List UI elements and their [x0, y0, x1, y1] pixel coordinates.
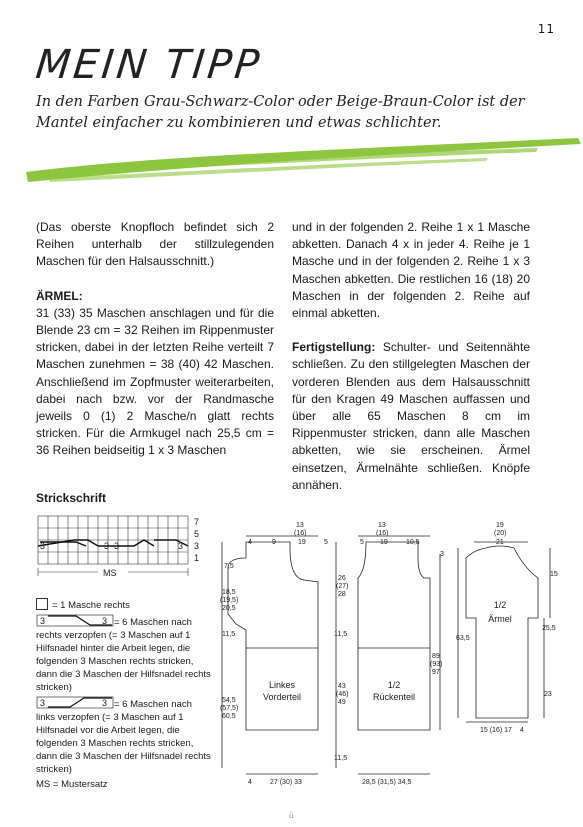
- cable-num-1: 3: [40, 541, 46, 551]
- row-label-5: 5: [194, 529, 200, 539]
- row-label-7: 7: [194, 517, 200, 527]
- legend-text-cable-right-a: = 6 Maschen nach: [114, 617, 192, 628]
- paragraph-aermel-cont: und in der folgenden 2. Reihe 1 x 1 Masche abketten. Danach 4 x in jeder 4. Reihe je 1 Masche und in der folgenden 2. Reihe 1 x 3 Maschen abketten. Die restlichen 16 (18) 20 Maschen in der folgenden 2. Reihe auf einmal abketten.: [292, 220, 530, 321]
- dim-front-top-1: 13: [296, 522, 304, 529]
- schematic-front-back: [218, 518, 450, 796]
- dim-back-top-3: 19: [380, 539, 388, 546]
- dim-back-top-1: 13: [378, 522, 386, 529]
- dim-28: 28: [338, 591, 346, 598]
- text-column-left: [36, 219, 274, 477]
- page-title: MEIN TIPP: [33, 42, 265, 88]
- dim-27: (27): [336, 583, 349, 590]
- cable-right-icon: [36, 614, 114, 628]
- dim-front-4: 4: [248, 539, 252, 546]
- back-label-1: 1/2: [387, 680, 401, 690]
- page-number: 11: [537, 22, 555, 36]
- dim-115-bottom: 11,5: [334, 755, 348, 762]
- dim-185: 18,5: [222, 589, 236, 596]
- dim-sleeve-bottom: 15 (16) 17: [480, 727, 512, 734]
- sleeve-label-1: 1/2: [493, 600, 507, 610]
- dim-575: (57,5): [220, 705, 239, 712]
- dim-195: (19,5): [220, 597, 239, 604]
- schematic-sleeve: [452, 518, 562, 740]
- dim-sleeve-255: 25,5: [542, 625, 556, 632]
- paragraph-aermel: 31 (33) 35 Maschen anschlagen und für die Blende 23 cm = 32 Reihen im Rippenmuster stricken, dabei in der letzten Reihe verteilt 7 Maschen zunehmen = 38 (40) 42 Maschen. Anschließend im Zopfmuster weiterarbeiten, dabei nach bzw. vor der Randmasche jeweils 0 (1) 2 Masche/n glatt rechts stricken. Für die Armkugel nach 25,5 cm = 36 Reihen beidseitig 1 x 3 Maschen: [36, 305, 274, 458]
- dim-605: 60,5: [222, 713, 236, 720]
- knit-stitch-icon: [36, 598, 48, 610]
- dim-93: (93): [430, 661, 443, 668]
- dim-back-105: 10,5: [406, 539, 420, 546]
- dim-115-mid: 11,5: [334, 631, 348, 638]
- dim-49: 49: [338, 699, 346, 706]
- dim-sleeve-23: 23: [544, 691, 552, 698]
- front-label-1: Linkes: [268, 680, 296, 690]
- dim-545: 54,5: [222, 697, 236, 704]
- legend-text-cable-left-b: links verzopfen (= 3 Maschen auf 1 Hilfsnadel vor die Arbeit legen, die folgenden 3 Maschen rechts stricken, dann die 3 Maschen der Hilfsnadel rechts stricken): [36, 712, 211, 775]
- row-label-3: 3: [194, 541, 200, 551]
- dim-front-5: 5: [324, 539, 328, 546]
- dim-sleeve-19: 19: [496, 522, 504, 529]
- text-column-right: [292, 219, 530, 511]
- dim-43: 43: [338, 683, 346, 690]
- dim-bottom-back: 28,5 (31,5) 34,5: [362, 779, 412, 786]
- chart-legend: [36, 598, 216, 791]
- dim-bottom-4: 4: [248, 779, 252, 786]
- cable-num-4: 3: [178, 541, 184, 551]
- front-label-2: Vorderteil: [262, 692, 302, 702]
- knitting-chart: [36, 512, 216, 584]
- heading-fertigstellung: Fertigstellung:: [292, 340, 376, 355]
- paragraph-buttonhole-note: (Das oberste Knopfloch befindet sich 2 Reihen unterhalb der stillzulegenden Maschen für den Halsausschnitt.): [36, 220, 274, 269]
- green-brush-stroke: [18, 128, 583, 192]
- svg-text:3: 3: [40, 616, 46, 626]
- dim-115-left: 11,5: [222, 631, 236, 638]
- dim-sleeve-4: 4: [520, 727, 524, 734]
- dim-205: 20,5: [222, 605, 236, 612]
- dim-back-top-2: (16): [376, 530, 389, 537]
- cable-num-2: 3: [104, 541, 110, 551]
- heading-aermel: ÄRMEL:: [36, 288, 83, 303]
- legend-text-knit: = 1 Masche rechts: [52, 600, 130, 611]
- cable-num-3: 3: [114, 541, 120, 551]
- dim-back-5: 5: [360, 539, 364, 546]
- dim-front-top-2: (16): [294, 530, 307, 537]
- dim-75: 7,5: [224, 563, 234, 570]
- back-label-2: Rückenteil: [372, 692, 416, 702]
- dim-97: 97: [432, 669, 440, 676]
- paragraph-fertigstellung: [292, 339, 530, 494]
- legend-text-ms: MS = Mustersatz: [36, 779, 108, 790]
- legend-item-cable-left: [36, 696, 216, 776]
- svg-text:3: 3: [102, 616, 108, 626]
- page-subtitle: In den Farben Grau-Schwarz-Color oder Beige-Braun-Color ist der Mantel einfacher zu kombinieren und etwas schlichter.: [36, 94, 525, 131]
- dim-bottom-front: 27 (30) 33: [270, 779, 302, 786]
- footer-mark: ü: [289, 811, 294, 820]
- dim-89: 89: [432, 653, 440, 660]
- dim-sleeve-20: (20): [494, 530, 507, 537]
- legend-item-knit: [36, 598, 216, 612]
- sleeve-outline: [466, 546, 538, 718]
- dim-front-top-3: 19: [298, 539, 306, 546]
- dim-back-3: 3: [440, 551, 444, 558]
- cable-left-icon: [36, 696, 114, 710]
- dim-front-9: 9: [272, 539, 276, 546]
- dim-sleeve-635: 63,5: [456, 635, 470, 642]
- row-label-1: 1: [194, 553, 200, 563]
- sleeve-label-2: Ärmel: [488, 614, 512, 624]
- dim-sleeve-21: 21: [496, 539, 504, 546]
- dim-46: (46): [336, 691, 349, 698]
- legend-text-cable-right-b: rechts verzopfen (= 3 Maschen auf 1 Hilfsnadel hinter die Arbeit legen, die folgenden 3 Maschen rechts stricken, dann die 3 Maschen der Hilfsnadel rechts stricken): [36, 630, 211, 693]
- fertigstellung-text: Schulter- und Seitennähte schließen. Zu den stillgelegten Maschen der vorderen Blenden aus dem Halsausschnitt für den Kragen 49 Maschen auffassen und über alle 65 Maschen 8 cm im Rippenmuster stricken, dann alle Maschen abketten, wie sie erscheinen. Ärmel einsetzen, Ärmelnähte schließen. Knöpfe annähen.: [292, 340, 530, 492]
- ms-label: MS: [103, 568, 117, 578]
- legend-text-cable-left-a: = 6 Maschen nach: [114, 699, 192, 710]
- svg-text:3: 3: [40, 698, 46, 708]
- legend-item-cable-right: [36, 614, 216, 694]
- dim-26: 26: [338, 575, 346, 582]
- dim-sleeve-15: 15: [550, 571, 558, 578]
- svg-text:3: 3: [102, 698, 108, 708]
- strickschrift-heading: Strickschrift: [36, 491, 107, 505]
